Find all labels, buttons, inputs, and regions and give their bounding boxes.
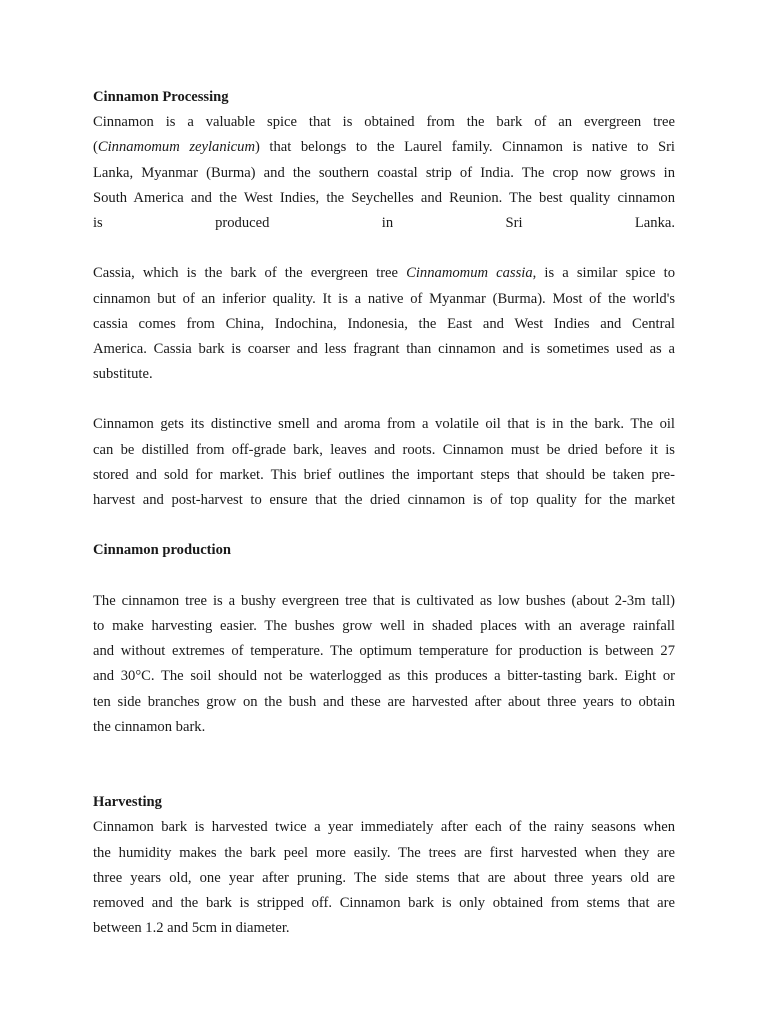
text-span: Cassia, which is the bark of the evergreen tree — [93, 265, 407, 282]
paragraph-oil — [93, 412, 675, 513]
species-name: Cinnamomum cassia — [406, 265, 533, 282]
text-line — [93, 135, 675, 160]
text-span: ) that belongs to the Laurel family. Cinnamon is native to Sri — [254, 139, 675, 156]
text-line: Lanka, Myanmar (Burma) and the southern coastal strip of India. The crop now grows in — [93, 164, 675, 181]
text-line: and 30°C. The soil should not be waterlogged as this produces a bitter-tasting bark. Eight or — [93, 668, 675, 685]
text-span: ( — [93, 139, 98, 156]
text-line: South America and the West Indies, the Seychelles and Reunion. The best quality cinnamon — [93, 189, 675, 206]
paragraph-cassia — [93, 261, 675, 387]
text-line: the humidity makes the bark peel more easily. The trees are first harvested when they are — [93, 844, 675, 861]
heading-cinnamon-production: Cinnamon production — [93, 542, 232, 559]
text-line: is produced in Sri Lanka. — [93, 214, 675, 231]
heading-harvesting: Harvesting — [93, 794, 162, 811]
text-line: Cinnamon bark is harvested twice a year immediately after each of the rainy seasons when — [93, 819, 675, 836]
paragraph-intro — [93, 110, 675, 236]
text-line: stored and sold for market. This brief outlines the important steps that should be taken pre- — [93, 466, 675, 483]
text-line: ten side branches grow on the bush and these are harvested after about three years to obtain — [93, 693, 675, 710]
text-line: harvest and post-harvest to ensure that the dried cinnamon is of top quality for the market — [93, 492, 675, 508]
text-line: cinnamon but of an inferior quality. It is a native of Myanmar (Burma). Most of the world's — [93, 290, 675, 307]
text-span: , is a similar spice to — [532, 265, 675, 282]
text-line: to make harvesting easier. The bushes grow well in shaded places with an average rainfall — [93, 617, 675, 634]
text-line: between 1.2 and 5cm in diameter. — [93, 920, 290, 937]
text-line — [93, 261, 675, 286]
paragraph-production — [93, 589, 675, 740]
text-line: substitute. — [93, 366, 153, 383]
text-line: The cinnamon tree is a bushy evergreen tree that is cultivated as low bushes (about 2-3m tall) — [93, 592, 675, 609]
text-line: can be distilled from off-grade bark, leaves and roots. Cinnamon must be dried before it is — [93, 441, 675, 458]
text-line: and without extremes of temperature. The optimum temperature for production is between 27 — [93, 643, 675, 660]
text-line: Cinnamon is a valuable spice that is obtained from the bark of an evergreen tree — [93, 114, 675, 131]
text-line: the cinnamon bark. — [93, 718, 206, 735]
species-name: Cinnamomum zeylanicum — [97, 139, 255, 156]
text-line: America. Cassia bark is coarser and less fragrant than cinnamon and is sometimes used as a — [93, 340, 675, 357]
text-line: three years old, one year after pruning. The side stems that are about three years old are — [93, 869, 675, 886]
text-line: removed and the bark is stripped off. Cinnamon bark is only obtained from stems that are — [93, 895, 675, 912]
heading-cinnamon-processing: Cinnamon Processing — [93, 89, 229, 105]
text-line: Cinnamon gets its distinctive smell and aroma from a volatile oil that is in the bark. The oil — [93, 416, 675, 433]
paragraph-harvesting — [93, 815, 675, 941]
text-line: cassia comes from China, Indochina, Indonesia, the East and West Indies and Central — [93, 315, 675, 332]
